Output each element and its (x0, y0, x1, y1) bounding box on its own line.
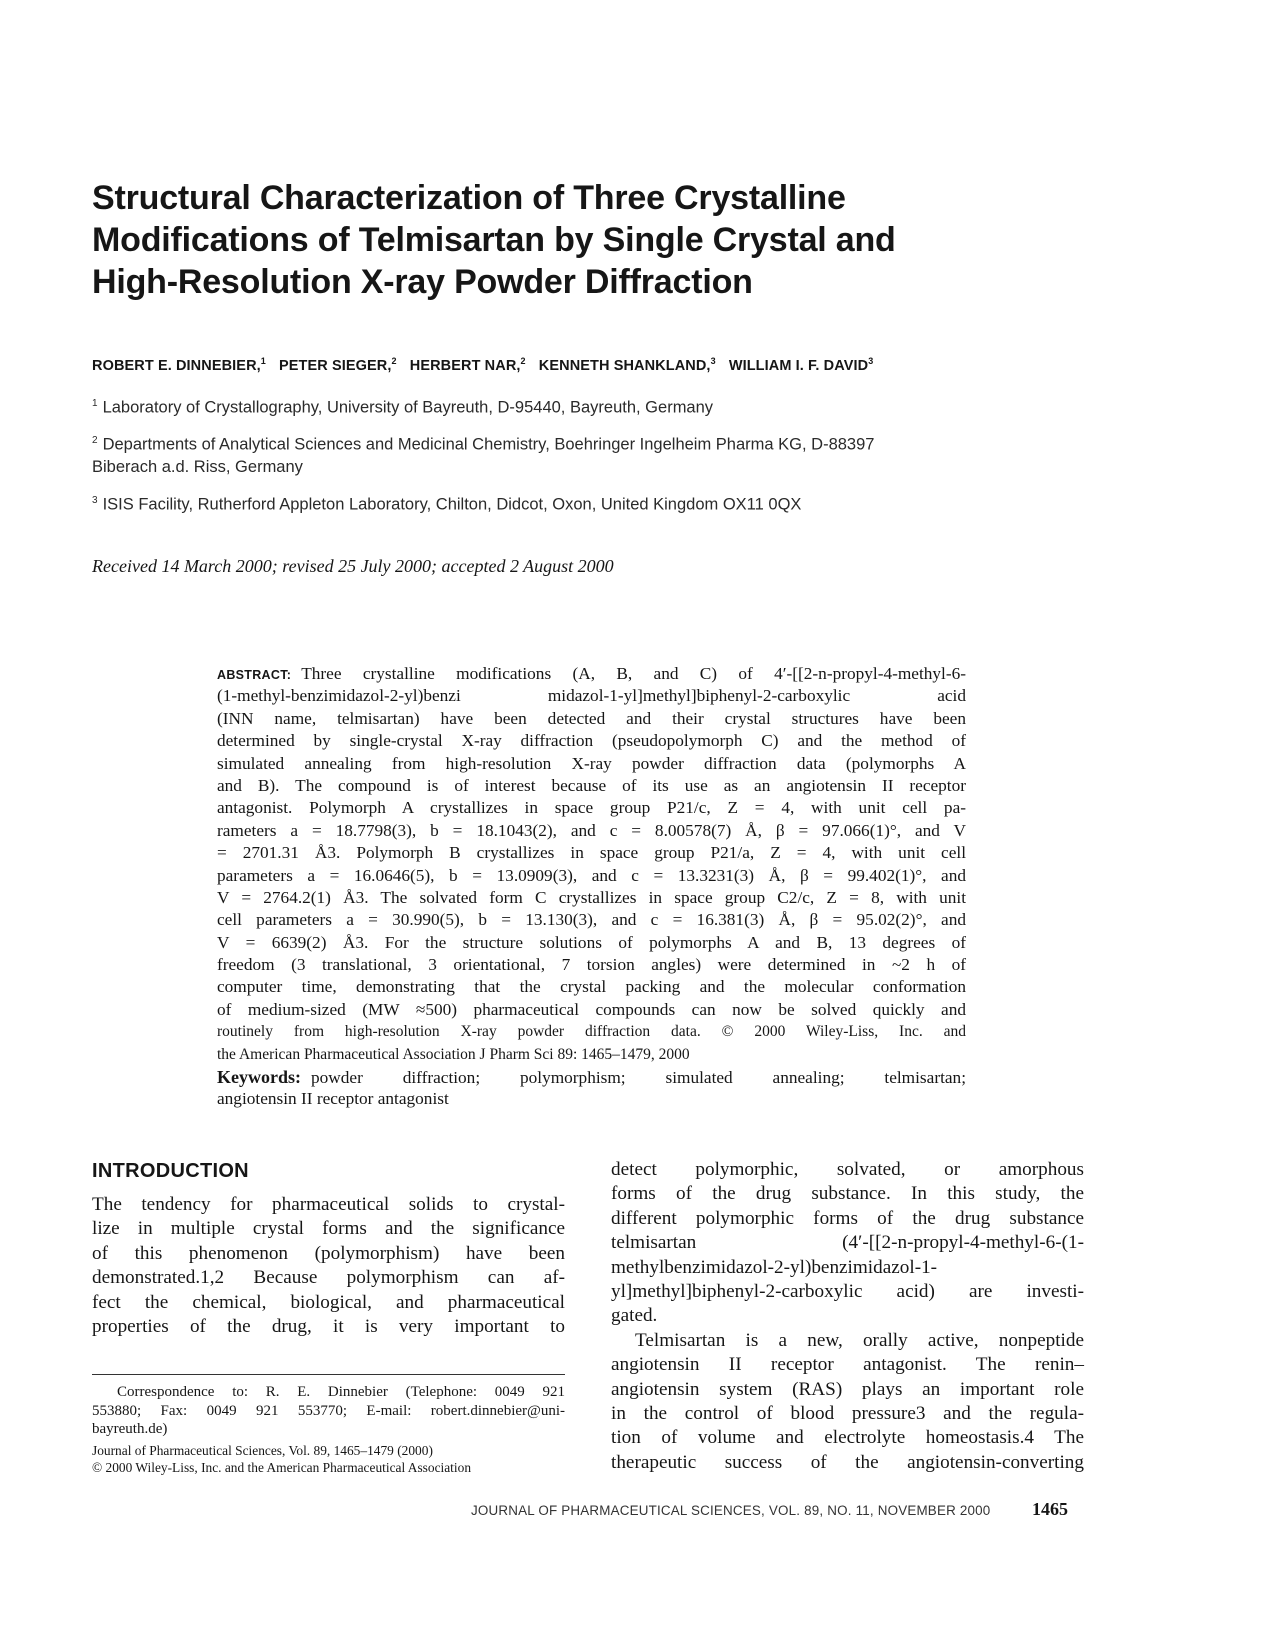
author: PETER SIEGER,$^2$ (279, 356, 397, 374)
body-line: The tendency for pharmaceutical solids to crystal- (92, 1194, 565, 1215)
abstract-line: computer time, demonstrating that the crystal packing and the molecular conformation (217, 977, 966, 997)
abstract-line: = 2701.31 Å3. Polymorph B crystallizes in space group P21/a, Z = 4, with unit cell (217, 843, 966, 863)
abstract-line: routinely from high-resolution X-ray powder diffraction data. © 2000 Wiley-Liss, Inc. and (217, 1023, 966, 1041)
abstract-label: ABSTRACT: (217, 668, 292, 682)
body-line: properties of the drug, it is very important to (92, 1315, 565, 1337)
page-number: 1465 (1032, 1499, 1068, 1519)
affiliation: $^3$ ISIS Facility, Rutherford Appleton Laboratory, Chilton, Didcot, Oxon, United Kingdom OX11 0QX (92, 495, 802, 514)
footnote-divider (92, 1374, 565, 1375)
journal-citation (92, 1442, 565, 1476)
body-line: angiotensin system (RAS) plays an important role (611, 1378, 1084, 1400)
correspondence-footnote (92, 1383, 565, 1439)
keywords-line: Keywords: powder diffraction; polymorphism; simulated annealing; telmisartan; (217, 1067, 966, 1088)
body-line: telmisartan (4′-[[2-n-propyl-4-methyl-6-(1- (611, 1232, 1084, 1254)
body-line: in the control of blood pressure3 and the regula- (611, 1402, 1084, 1424)
abstract-line: V = 6639(2) Å3. For the structure solutions of polymorphs A and B, 13 degrees of (217, 932, 966, 952)
abstract-line: ABSTRACT: Three crystalline modifications (A, B, and C) of 4′-[[2-n-propyl-4-methyl-6- (217, 664, 966, 683)
footnote-line: bayreuth.de) (92, 1421, 168, 1437)
author: WILLIAM I. F. DAVID$^3$ (728, 356, 874, 374)
section-heading-introduction: INTRODUCTION (92, 1160, 249, 1182)
body-line: lize in multiple crystal forms and the significance (92, 1218, 565, 1240)
keywords-label: Keywords: (217, 1067, 301, 1088)
body-line: different polymorphic forms of the drug substance (611, 1207, 1084, 1229)
author: KENNETH SHANKLAND,$^3$ (538, 356, 716, 374)
affiliation: $^2$ Departments of Analytical Sciences and Medicinal Chemistry, Boehringer Ingelheim Pharma KG, D-88397 Biberach a.d. Riss, Germany (92, 435, 875, 476)
author: ROBERT E. DINNEBIER,$^1$ (92, 356, 266, 374)
body-line: detect polymorphic, solvated, or amorphous (611, 1159, 1084, 1180)
journal-info-line: © 2000 Wiley-Liss, Inc. and the American Pharmaceutical Association (92, 1460, 472, 1475)
title-line: Structural Characterization of Three Crystalline (92, 179, 846, 217)
running-footer: JOURNAL OF PHARMACEUTICAL SCIENCES, VOL. 89, NO. 11, NOVEMBER 2000 (471, 1503, 991, 1518)
abstract-line: antagonist. Polymorph A crystallizes in space group P21/c, Z = 4, with unit cell pa- (217, 798, 966, 818)
title-line: High-Resolution X-ray Powder Diffraction (92, 263, 753, 301)
title-line: Modifications of Telmisartan by Single Crystal and (92, 221, 896, 259)
author: HERBERT NAR,$^2$ (409, 356, 526, 374)
abstract-line: determined by single-crystal X-ray diffraction (pseudopolymorph C) and the method of (217, 731, 966, 751)
abstract (217, 663, 966, 1111)
left-column-text (92, 1193, 565, 1339)
body-line: demonstrated.1,2 Because polymorphism can af- (92, 1267, 565, 1289)
abstract-line: cell parameters a = 30.990(5), b = 13.130(3), and c = 16.381(3) Å, β = 95.02(2)°, and (217, 910, 966, 930)
body-line: fect the chemical, biological, and pharmaceutical (92, 1291, 565, 1313)
keywords-line: angiotensin II receptor antagonist (217, 1089, 449, 1109)
body-line: methylbenzimidazol-2-yl)benzimidazol-1- (611, 1256, 938, 1278)
body-line: therapeutic success of the angiotensin-converting (611, 1451, 1084, 1473)
abstract-line: (INN name, telmisartan) have been detected and their crystal structures have been (217, 708, 966, 728)
paper-title (92, 177, 1052, 303)
right-column-text (611, 1158, 1084, 1475)
footnote-line: 553880; Fax: 0049 921 553770; E-mail: robert.dinnebier@uni- (92, 1402, 565, 1419)
body-line: Telmisartan is a new, orally active, nonpeptide (635, 1329, 1084, 1351)
abstract-line: (1-methyl-benzimidazol-2-yl)benzi midazol-1-yl]methyl]biphenyl-2-carboxylic acid (217, 686, 966, 706)
body-line: angiotensin II receptor antagonist. The renin– (611, 1354, 1084, 1376)
body-line: gated. (611, 1305, 658, 1327)
abstract-line: and B). The compound is of interest because of its use as an angiotensin II receptor (217, 775, 966, 795)
received-dates: Received 14 March 2000; revised 25 July 2000; accepted 2 August 2000 (92, 556, 614, 576)
body-line: forms of the drug substance. In this study, the (611, 1183, 1084, 1205)
abstract-line: rameters a = 18.7798(3), b = 18.1043(2), and c = 8.00578(7) Å, β = 97.066(1)°, and V (217, 820, 966, 840)
body-line: tion of volume and electrolyte homeostasis.4 The (611, 1427, 1084, 1449)
abstract-line: V = 2764.2(1) Å3. The solvated form C crystallizes in space group C2/c, Z = 8, with unit (217, 887, 966, 907)
journal-info-line: Journal of Pharmaceutical Sciences, Vol. 89, 1465–1479 (2000) (92, 1443, 433, 1458)
author-list (92, 356, 882, 374)
body-line: of this phenomenon (polymorphism) have been (92, 1242, 565, 1264)
abstract-line: parameters a = 16.0646(5), b = 13.0909(3), and c = 13.3231(3) Å, β = 99.402(1)°, and (217, 865, 966, 885)
footnote-line: Correspondence to: R. E. Dinnebier (Telephone: 0049 921 (117, 1384, 565, 1400)
abstract-line: simulated annealing from high-resolution X-ray powder diffraction data (polymorphs A (217, 753, 966, 773)
abstract-line: the American Pharmaceutical Association J Pharm Sci 89: 1465–1479, 2000 (217, 1045, 690, 1063)
affiliation: $^1$ Laboratory of Crystallography, University of Bayreuth, D-95440, Bayreuth, Germany (92, 398, 714, 417)
abstract-line: of medium-sized (MW ≈500) pharmaceutical compounds can now be solved quickly and (217, 999, 966, 1019)
body-line: yl]methyl]biphenyl-2-carboxylic acid) are investi- (611, 1280, 1084, 1302)
abstract-line: freedom (3 translational, 3 orientational, 7 torsion angles) were determined in ~2 h of (217, 955, 966, 975)
